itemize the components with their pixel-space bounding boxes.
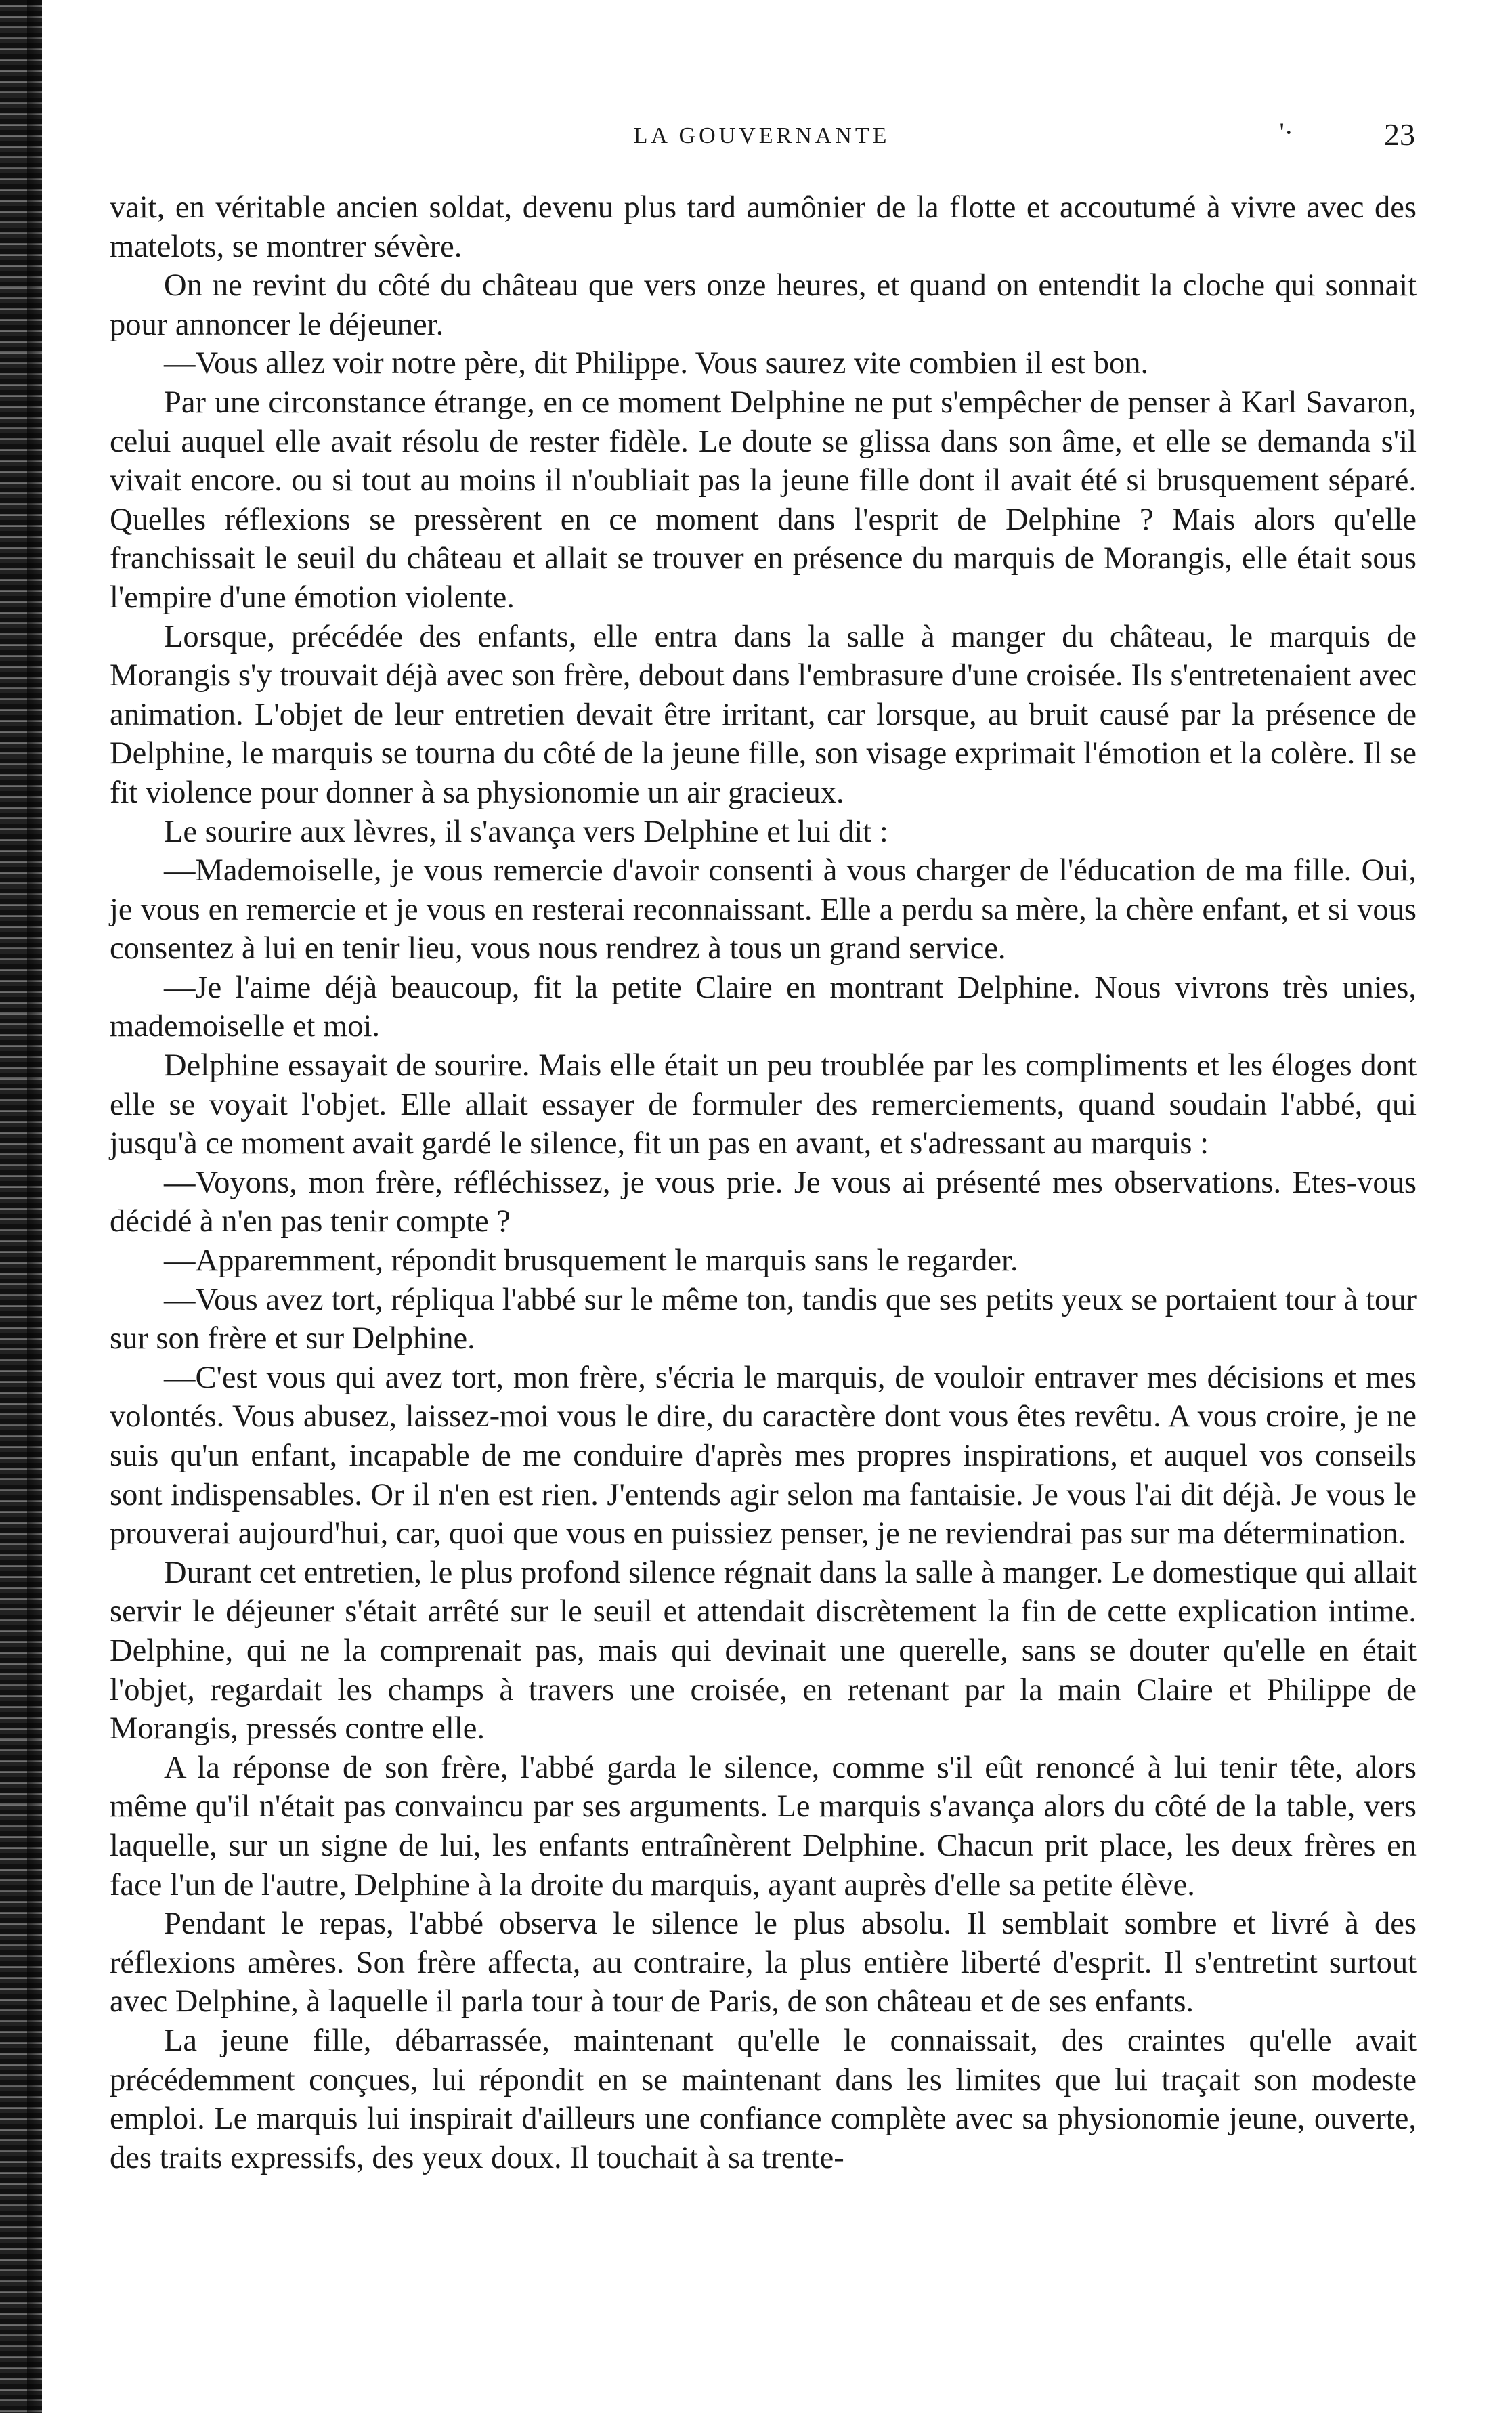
paragraph: Par une circonstance étrange, en ce moment Delphine ne put s'empêcher de penser à Karl Savaron, celui auquel elle avait résolu de rester fidèle. Le doute se glissa dans son âme, et elle se demanda s'il vivait encore. ou si tout au moins il n'oubliait pas la jeune fille dont il avait été si brusquement séparé. Quelles réflexions se pressèrent en ce moment dans l'esprit de Delphine ? Mais alors qu'elle franchissait le seuil du château et allait se trouver en présence du marquis de Morangis, elle était sous l'empire d'une émotion violente. [110,385,1417,615]
paragraph: Durant cet entretien, le plus profond silence régnait dans la salle à manger. Le domestique qui allait servir le déjeuner s'était arrêté sur le seuil et attendait discrètement la fin de cette explication intime. Delphine, qui ne la comprenait pas, mais qui devinait une querelle, sans se douter qu'elle en était l'objet, regardait les champs à travers une croisée, en retenant par la main Claire et Philippe de Morangis, pressés contre elle. [110,1555,1417,1747]
paragraph: Le sourire aux lèvres, il s'avança vers Delphine et lui dit : [164,814,888,849]
paragraph: —Je l'aime déjà beaucoup, fit la petite Claire en montrant Delphine. Nous vivrons très unies, mademoiselle et moi. [110,970,1417,1044]
book-binding-edge [0,0,42,2413]
header-mark: '· [1279,117,1293,148]
paragraph: Pendant le repas, l'abbé observa le silence le plus absolu. Il semblait sombre et livré à des réflexions amères. Son frère affecta, au contraire, la plus entière liberté d'esprit. Il s'entretint surtout avec Delphine, à laquelle il parla tour à tour de Paris, de son château et de ses enfants. [110,1906,1417,2020]
paragraph: La jeune fille, débarrassée, maintenant qu'elle le connaissait, des craintes qu'elle avait précédemment conçues, lui répondit en se maintenant dans les limites que lui traçait son modeste emploi. Le marquis lui inspirait d'ailleurs une confiance complète avec sa physionomie jeune, ouverte, des traits expressifs, des yeux doux. Il touchait à sa trente- [110,2023,1417,2175]
paragraph: —Voyons, mon frère, réfléchissez, je vous prie. Je vous ai présenté mes observations. Etes-vous décidé à n'en pas tenir compte ? [110,1165,1417,1239]
paragraph: —Apparemment, répondit brusquement le marquis sans le regarder. [164,1243,1018,1279]
paragraph: vait, en véritable ancien soldat, devenu plus tard aumônier de la flotte et accoutumé à vivre avec des matelots, se montrer sévère. [110,190,1417,264]
paragraph: Delphine essayait de sourire. Mais elle était un peu troublée par les compliments et les éloges dont elle se voyait l'objet. Elle allait essayer de formuler des remerciements, quand soudain l'abbé, qui jusqu'à ce moment avait gardé le silence, fit un pas en avant, et s'adressant au marquis : [110,1048,1417,1161]
paragraph: Lorsque, précédée des enfants, elle entra dans la salle à manger du château, le marquis de Morangis s'y trouvait déjà avec son frère, debout dans l'embrasure d'une croisée. Ils s'entretenaient avec animation. L'objet de leur entretien devait être irritant, car lorsque, au bruit causé par la présence de Delphine, le marquis se tourna du côté de la jeune fille, son visage exprimait l'émotion et la colère. Il se fit violence pour donner à sa physionomie un air gracieux. [110,619,1417,810]
paragraph: —C'est vous qui avez tort, mon frère, s'écria le marquis, de vouloir entraver mes décisions et mes volontés. Vous abusez, laissez-moi vous le dire, du caractère dont vous êtes revêtu. A vous croire, je ne suis qu'un enfant, incapable de me conduire d'après mes propres inspirations, et auquel vos conseils sont indispensables. Or il n'en est rien. J'entends agir selon ma fantaisie. Je vous l'ai dit déjà. Je vous le prouverai aujourd'hui, car, quoi que vous en puissiez penser, je ne reviendrai pas sur ma détermination. [110,1360,1417,1552]
body-text [110,188,1417,2177]
paragraph: —Vous allez voir notre père, dit Philippe. Vous saurez vite combien il est bon. [164,346,1149,381]
paragraph: —Vous avez tort, répliqua l'abbé sur le même ton, tandis que ses petits yeux se portaient tour à tour sur son frère et sur Delphine. [110,1282,1417,1357]
paragraph: A la réponse de son frère, l'abbé garda le silence, comme s'il eût renoncé à lui tenir tête, alors même qu'il n'était pas convaincu par ses arguments. Le marquis s'avança alors du côté de la table, vers laquelle, sur un signe de lui, les enfants entraînèrent Delphine. Chacun prit place, les deux frères en face l'un de l'autre, Delphine à la droite du marquis, ayant auprès d'elle sa petite élève. [110,1750,1417,1902]
paragraph: On ne revint du côté du château que vers onze heures, et quand on entendit la cloche qui sonnait pour annoncer le déjeuner. [110,268,1417,342]
page-number: 23 [1384,117,1415,152]
paragraph: —Mademoiselle, je vous remercie d'avoir consenti à vous charger de l'éducation de ma fille. Oui, je vous en remercie et je vous en resterai reconnaissant. Elle a perdu sa mère, la chère enfant, et si vous consentez à lui en tenir lieu, vous nous rendrez à tous un grand service. [110,853,1417,966]
page-header [108,116,1415,157]
running-title: LA GOUVERNANTE [633,123,890,148]
